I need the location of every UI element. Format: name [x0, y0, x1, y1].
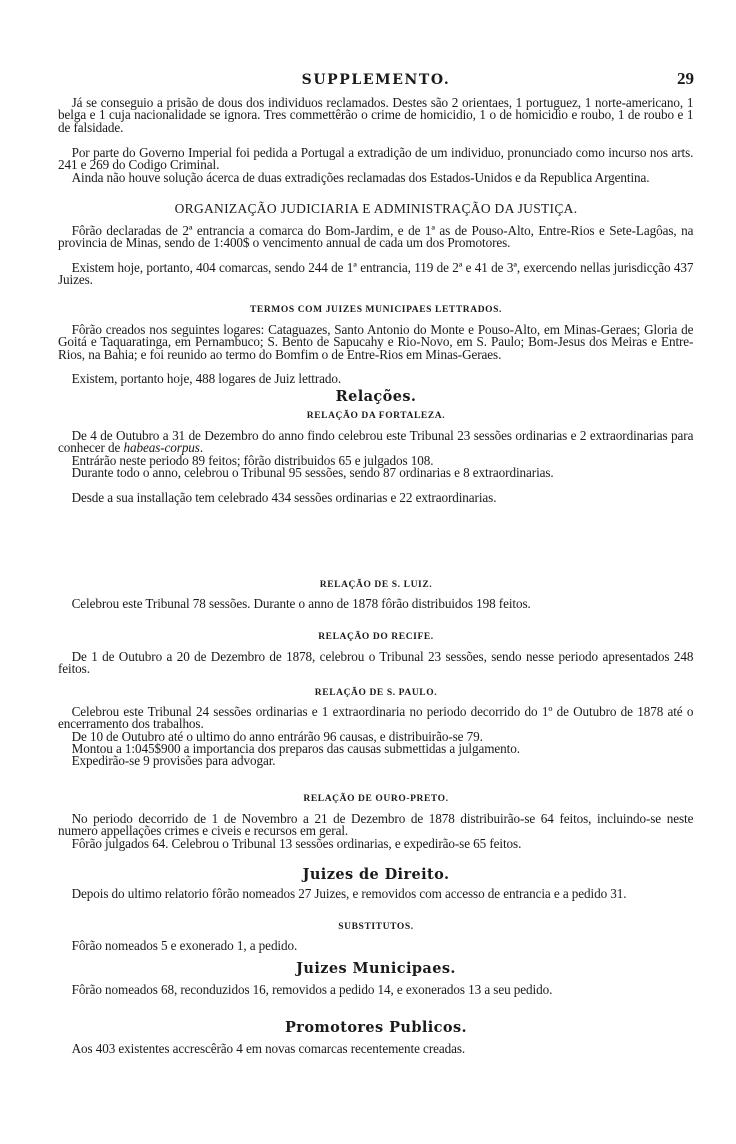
subsection-heading: RELAÇÃO DA FORTALEZA. — [306, 411, 446, 421]
subsection-heading: TERMOS COM JUIZES MUNICIPAES LETTRADOS. — [249, 305, 503, 315]
paragraph: Montou a 1:045$900 a importancia dos preparos das causas submettidas a julgamento. — [71, 741, 520, 756]
paragraph: Fôrão nomeados 5 e exonerado 1, a pedido. — [71, 938, 298, 953]
page-number: 29 — [677, 69, 694, 88]
paragraph: Fôrão creados nos seguintes logares: Cataguazes, Santo Antonio do Monte e Pouso-Alto, em Minas-Geraes; Gloria de Goitá e Taquaratinga, em Pernambuco; S. Bento de Sapucahy e Rio-Novo, em S. Paulo; Bom-Jesus dos Meiras e Entre-Rios, na Bahia; e foi reunido ao termo do Bomfim o de Entre-Rios em Minas-Geraes. — [58, 322, 694, 362]
section-heading: Juizes de Direito. — [302, 866, 450, 883]
subsection-heading: SUBSTITUTOS. — [338, 922, 414, 932]
paragraph: De 4 de Outubro a 31 de Dezembro do anno findo celebrou este Tribunal 23 sessões ordinarias e 2 extraordinarias para conhecer de habeas-corpus. — [58, 428, 694, 456]
latin-term: habeas-corpus — [123, 440, 200, 456]
paragraph: Celebrou este Tribunal 78 sessões. Durante o anno de 1878 fôrão distribuidos 198 feitos. — [71, 596, 531, 611]
paragraph: Já se conseguio a prisão de dous dos individuos reclamados. Destes são 2 orientaes, 1 portuguez, 1 norte-americano, 1 belga e 1 cuja nacionalidade se ignora. Tres commettêrão o crime de homicidio, 1 o de homicidio e roubo, 1 de roubo e 1 de falsidade. — [58, 95, 694, 135]
paragraph: Celebrou este Tribunal 24 sessões ordinarias e 1 extraordinaria no periodo decorrido do 1º de Outubro de 1878 até o encerramento dos trabalhos. — [58, 704, 694, 732]
section-heading: ORGANIZAÇÃO JUDICIARIA E ADMINISTRAÇÃO DA JUSTIÇA. — [174, 201, 578, 216]
running-title: SUPPLEMENTO. — [301, 72, 451, 88]
paragraph: De 1 de Outubro a 20 de Dezembro de 1878, celebrou o Tribunal 23 sessões, sendo nesse periodo apresentados 248 feitos. — [58, 649, 694, 677]
subsection-heading: RELAÇÃO DE S. PAULO. — [314, 688, 438, 698]
subsection-heading: RELAÇÃO DE OURO-PRETO. — [303, 794, 449, 804]
paragraph: Desde a sua installação tem celebrado 434 sessões ordinarias e 22 extraordinarias. — [71, 490, 497, 505]
paragraph: Depois do ultimo relatorio fôrão nomeados 27 Juizes, e removidos com accesso de entrancia e a pedido 31. — [71, 886, 627, 901]
running-header — [58, 69, 694, 90]
subsection-heading: RELAÇÃO DO RECIFE. — [318, 632, 434, 642]
paragraph: Existem, portanto hoje, 488 logares de Juiz lettrado. — [71, 371, 342, 386]
subsection-heading: RELAÇÃO DE S. LUIZ. — [319, 580, 433, 590]
section-heading: Relações. — [335, 388, 417, 405]
paragraph: Ainda não houve solução ácerca de duas extradições reclamadas dos Estados-Unidos e da Republica Argentina. — [71, 170, 650, 185]
paragraph: No periodo decorrido de 1 de Novembro a 21 de Dezembro de 1878 distribuirão-se 64 feitos, incluindo-se neste numero appellações crimes e civeis e recursos em geral. — [58, 811, 694, 839]
paragraph: De 10 de Outubro até o ultimo do anno entrárão 96 causas, e distribuirão-se 79. — [71, 729, 483, 744]
paragraph: Expedirão-se 9 provisões para advogar. — [71, 753, 276, 768]
paragraph: Fôrão julgados 64. Celebrou o Tribunal 13 sessões ordinarias, e expedirão-se 65 feitos. — [71, 836, 522, 851]
section-heading: Promotores Publicos. — [285, 1019, 467, 1036]
paragraph: Aos 403 existentes accrescêrão 4 em novas comarcas recentemente creadas. — [71, 1041, 466, 1056]
section-heading: Juizes Municipaes. — [296, 960, 456, 977]
paragraph: Entrárão neste periodo 89 feitos; fôrão distribuidos 65 e julgados 108. — [71, 453, 434, 468]
paragraph: Existem hoje, portanto, 404 comarcas, sendo 244 de 1ª entrancia, 119 de 2ª e 41 de 3ª, exercendo nellas jurisdicção 437 Juizes. — [58, 260, 694, 288]
paragraph: Fôrão nomeados 68, reconduzidos 16, removidos a pedido 14, e exonerados 13 a seu pedido. — [71, 982, 553, 997]
paragraph: Durante todo o anno, celebrou o Tribunal 95 sessões, sendo 87 ordinarias e 8 extraordinarias. — [71, 465, 554, 480]
paragraph: Fôrão declaradas de 2ª entrancia a comarca do Bom-Jardim, e de 1ª as de Pouso-Alto, Entre-Rios e Sete-Lagôas, na provincia de Minas, sendo de 1:400$ o vencimento annual de cada um dos Promotores. — [58, 223, 694, 251]
paragraph: Por parte do Governo Imperial foi pedida a Portugal a extradição de um individuo, pronunciado como incurso nos arts. 241 e 269 do Codigo Criminal. — [58, 145, 694, 173]
